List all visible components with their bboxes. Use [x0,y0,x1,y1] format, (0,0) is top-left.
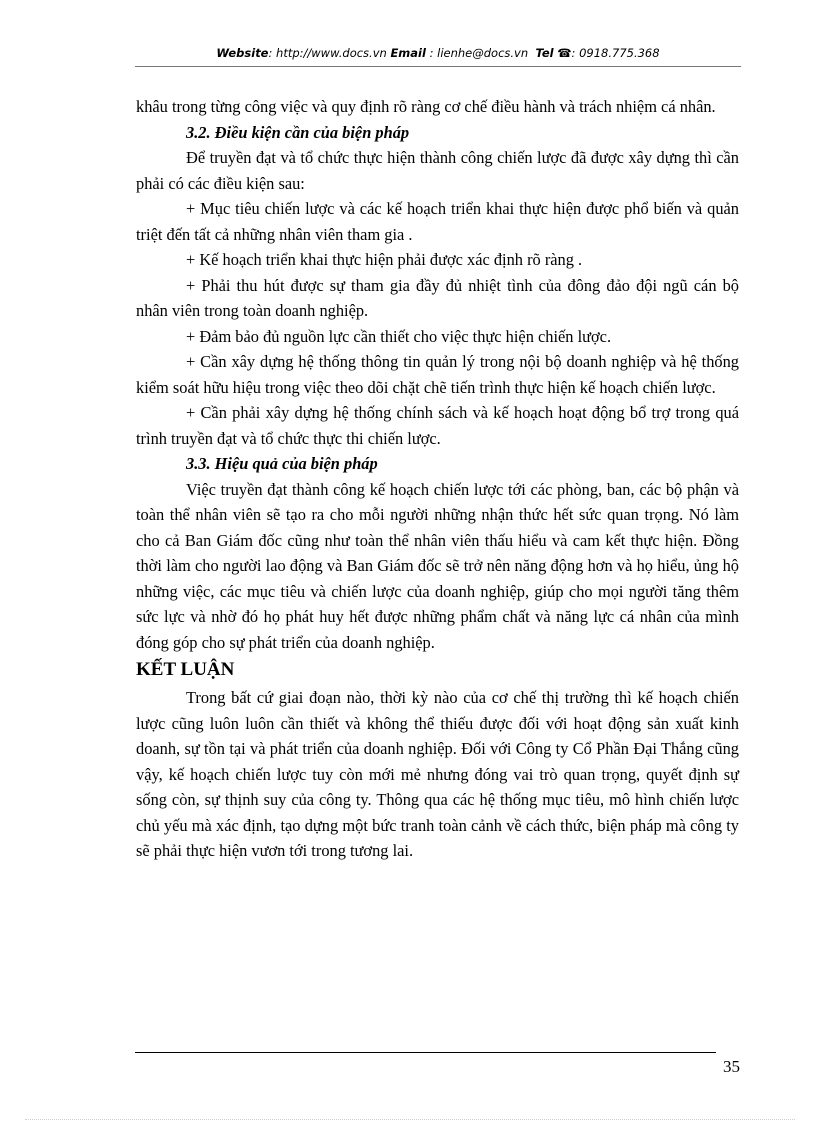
tel-label: Tel [535,46,554,60]
section-heading-3-2: 3.2. Điều kiện cần của biện pháp [186,122,410,142]
document-body [136,94,739,864]
condition-item: + Cần phải xây dựng hệ thống chính sách và kế hoạch hoạt động bổ trợ trong quá trình truyền đạt và tổ chức thực thi chiến lược. [136,403,739,448]
condition-item: + Đảm bảo đủ nguồn lực cần thiết cho việc thực hiện chiến lược. [186,326,612,346]
conclusion-title: KẾT LUẬN [136,659,235,680]
page-header [135,46,741,60]
intro-paragraph: khâu trong từng công việc và quy định rõ ràng cơ chế điều hành và trách nhiệm cá nhân. [136,97,716,116]
phone-icon: ☎ [557,46,572,60]
condition-item: + Kế hoạch triển khai thực hiện phải được xác định rõ ràng . [186,250,583,269]
section-3-3-paragraph: Việc truyền đạt thành công kế hoạch chiến lược tới các phòng, ban, các bộ phận và toàn thể nhân viên sẽ tạo ra cho mỗi người những nhận thức hết sức quan trọng. Nó làm cho cả Ban Giám đốc cũng như toàn thể nhân viên thấu hiểu và cam kết thực hiện. Đồng thời làm cho người lao động và Ban Giám đốc sẽ trở nên năng động hơn và họ hiểu, ủng hộ những việc, các mục tiêu và chiến lược của doanh nghiệp, giúp cho mọi người tăng thêm sức lực và nhờ đó họ phát huy hết được những phẩm chất và năng lực cá nhân của mình đóng góp cho sự phát triển của doanh nghiệp. [136,479,739,652]
page-number: 35 [723,1057,740,1076]
section-3-2-intro: Để truyền đạt và tổ chức thực hiện thành công chiến lược đã được xây dựng thì cần phải có các điều kiện sau: [136,148,739,193]
footer-divider [135,1052,716,1053]
header-divider [135,66,741,67]
website-label: Website [216,46,269,60]
tel-value: : 0918.775.368 [571,46,660,60]
condition-item: + Cần xây dựng hệ thống thông tin quản lý trong nội bộ doanh nghiệp và hệ thống kiểm soát hữu hiệu trong việc theo dõi chặt chẽ tiến trình thực hiện kế hoạch chiến lược. [136,352,739,397]
condition-item: + Mục tiêu chiến lược và các kế hoạch triển khai thực hiện được phổ biến và quản triệt đến tất cả những nhân viên tham gia . [136,199,739,244]
section-heading-3-3: 3.3. Hiệu quả của biện pháp [186,454,378,473]
website-value: : http://www.docs.vn [268,46,387,60]
condition-item: + Phải thu hút được sự tham gia đầy đủ nhiệt tình của đông đảo đội ngũ cán bộ nhân viên trong toàn doanh nghiệp. [136,275,739,320]
page-bottom-edge [25,1119,795,1120]
email-value: : lienhe@docs.vn [425,46,529,60]
email-label: Email [390,46,426,60]
conclusion-paragraph: Trong bất cứ giai đoạn nào, thời kỳ nào của cơ chế thị trường thì kế hoạch chiến lược cũng luôn luôn cần thiết và không thể thiếu được đối với hoạt động sản xuất kinh doanh, sự tồn tại và phát triển của doanh nghiệp. Đối với Công ty Cổ Phần Đại Thắng cũng vậy, kế hoạch chiến lược tuy còn mới mẻ nhưng đóng vai trò quan trọng, quyết định sự sống còn, sự thịnh suy của công ty. Thông qua các hệ thống mục tiêu, mô hình chiến lược chủ yếu mà xác định, tạo dựng một bức tranh toàn cảnh về cách thức, biện pháp mà công ty sẽ phải thực hiện vươn tới trong tương lai. [136,688,739,860]
